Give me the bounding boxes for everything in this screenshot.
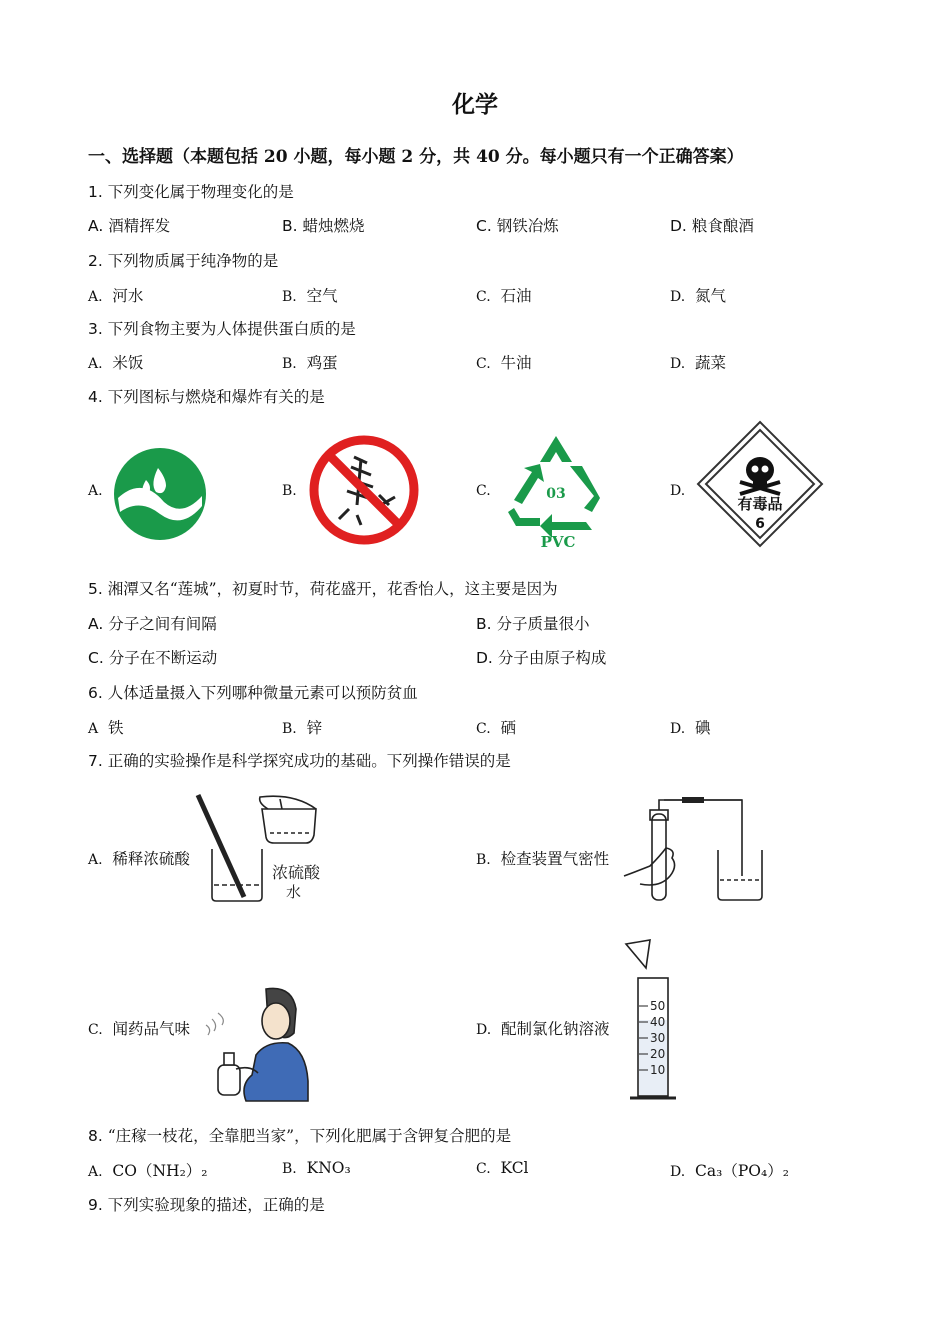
measuring-cylinder-figure xyxy=(624,940,684,1106)
option-d[interactable]: D. 碘 xyxy=(670,719,711,737)
option-a[interactable]: A. 河水 xyxy=(88,287,144,305)
option-d[interactable]: D. Ca₃（PO₄）₂ xyxy=(670,1162,789,1180)
option-a[interactable]: A. 分子之间有间隔 xyxy=(88,615,217,633)
acid-label: 浓硫酸 xyxy=(272,863,321,882)
section-heading: 一、选择题（本题包括 20 小题，每小题 2 分，共 40 分。每小题只有一个正确答案） xyxy=(88,147,744,167)
question-3 xyxy=(88,317,356,339)
toxic-label: 有毒品 xyxy=(737,495,783,513)
option-c[interactable]: C. 硒 xyxy=(476,719,517,737)
question-number: 9. xyxy=(88,1196,103,1214)
question-8 xyxy=(88,1124,511,1146)
option-b[interactable]: B. 分子质量很小 xyxy=(476,615,590,633)
option-c[interactable]: C. 钢铁冶炼 xyxy=(476,217,559,235)
question-stem: 人体适量摄入下列哪种微量元素可以预防贫血 xyxy=(107,684,418,702)
question-stem: 下列图标与燃烧和爆炸有关的是 xyxy=(107,388,325,406)
option-a[interactable]: A. CO（NH₂）₂ xyxy=(88,1162,208,1180)
option-b[interactable]: B. 空气 xyxy=(282,287,338,305)
question-1 xyxy=(88,180,294,202)
dilute-acid-figure xyxy=(196,793,336,905)
recycle-pvc-icon xyxy=(500,432,612,552)
option-b[interactable]: B. 检查装置气密性 xyxy=(476,850,610,868)
option-a[interactable]: A. 稀释浓硫酸 xyxy=(88,850,190,868)
option-a[interactable]: A. 米饭 xyxy=(88,354,144,372)
question-number: 5. xyxy=(88,580,103,598)
option-b[interactable]: B. KNO₃ xyxy=(282,1159,351,1177)
cylinder-mark-label: 30 xyxy=(650,1031,666,1045)
option-b[interactable]: B. 鸡蛋 xyxy=(282,354,338,372)
question-4 xyxy=(88,385,325,407)
airtightness-figure xyxy=(620,796,770,906)
option-b[interactable]: B. 锌 xyxy=(282,719,323,737)
question-5 xyxy=(88,577,558,599)
no-fireworks-icon xyxy=(309,435,419,545)
option-d[interactable]: D. 配制氯化钠溶液 xyxy=(476,1020,610,1038)
recycle-label: PVC xyxy=(540,533,576,551)
question-number: 3. xyxy=(88,320,103,338)
option-d[interactable]: D. 蔬菜 xyxy=(670,354,727,372)
cylinder-mark-label: 20 xyxy=(650,1047,666,1061)
question-2 xyxy=(88,249,278,271)
cylinder-mark-label: 50 xyxy=(650,999,666,1013)
question-7 xyxy=(88,749,511,771)
option-d[interactable]: D. 粮食酿酒 xyxy=(670,217,754,235)
option-a[interactable]: A. 酒精挥发 xyxy=(88,217,171,235)
question-stem: 下列食物主要为人体提供蛋白质的是 xyxy=(107,320,356,338)
question-6 xyxy=(88,681,418,703)
toxic-class: 6 xyxy=(755,516,765,532)
smell-chemical-figure xyxy=(196,985,312,1105)
question-number: 6. xyxy=(88,684,103,702)
option-c[interactable]: C. 闻药品气味 xyxy=(88,1020,191,1038)
question-number: 2. xyxy=(88,252,103,270)
question-stem: 正确的实验操作是科学探究成功的基础。下列操作错误的是 xyxy=(107,752,511,770)
page-title: 化学 xyxy=(452,91,498,118)
cylinder-mark-label: 40 xyxy=(650,1015,666,1029)
question-number: 7. xyxy=(88,752,103,770)
question-stem: 湘潭又名“莲城”，初夏时节，荷花盛开，花香怡人，这主要是因为 xyxy=(107,580,558,598)
option-c[interactable]: C. 分子在不断运动 xyxy=(88,649,218,667)
option-d-label[interactable]: D. xyxy=(670,483,686,499)
option-b[interactable]: B. 蜡烛燃烧 xyxy=(282,217,365,235)
option-d[interactable]: D. 分子由原子构成 xyxy=(476,649,607,667)
question-9 xyxy=(88,1193,325,1215)
option-c[interactable]: C. 牛油 xyxy=(476,354,532,372)
option-b-label[interactable]: B. xyxy=(282,483,297,499)
recycle-number: 03 xyxy=(546,486,566,502)
question-number: 4. xyxy=(88,388,103,406)
water-saving-icon xyxy=(112,446,208,542)
toxic-hazard-icon xyxy=(696,420,824,548)
question-number: 8. xyxy=(88,1127,103,1145)
option-c[interactable]: C. KCl xyxy=(476,1159,529,1177)
option-a[interactable]: A 铁 xyxy=(88,719,124,737)
question-stem: 下列变化属于物理变化的是 xyxy=(107,183,294,201)
question-number: 1. xyxy=(88,183,103,201)
question-stem: 下列物质属于纯净物的是 xyxy=(107,252,279,270)
question-stem: 下列实验现象的描述，正确的是 xyxy=(107,1196,325,1214)
option-a-label[interactable]: A. xyxy=(88,483,103,499)
option-c-label[interactable]: C. xyxy=(476,483,491,499)
option-d[interactable]: D. 氮气 xyxy=(670,287,727,305)
option-c[interactable]: C. 石油 xyxy=(476,287,532,305)
water-label: 水 xyxy=(286,883,302,901)
question-stem: “庄稼一枝花，全靠肥当家”，下列化肥属于含钾复合肥的是 xyxy=(107,1127,512,1145)
cylinder-mark-label: 10 xyxy=(650,1063,666,1077)
